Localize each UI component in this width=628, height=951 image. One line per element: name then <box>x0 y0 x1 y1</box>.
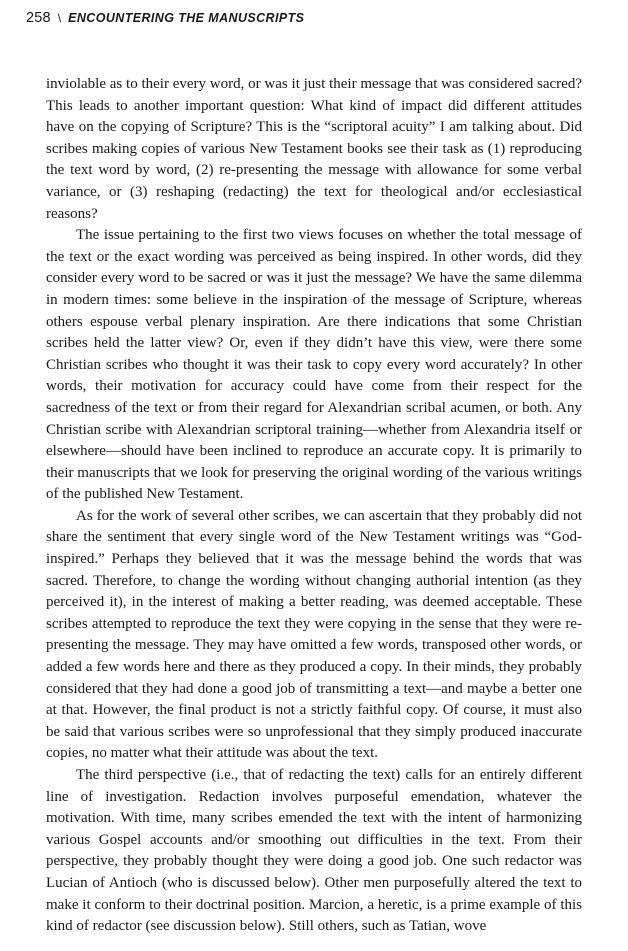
paragraph-4: The third perspective (i.e., that of redacting the text) calls for an entirely different line of investigation. Redaction involves purposeful emendation, whatever the motivation. With time, many scribes emended the text with the intent of harmonizing various Gospel accounts and/or smoothing out difficulties in the text. From their perspective, they probably thought they were doing a good job. One such redactor was Lucian of Antioch (who is discussed below). Other men purposefully altered the text to make it conform to their doctrinal position. Marcion, a heretic, is a prime example of this kind of redactor (see discussion below). Still others, such as Tatian, wove <box>46 767 582 935</box>
running-title: ENCOUNTERING THE MANUSCRIPTS <box>68 11 305 25</box>
header-separator: \ <box>57 11 62 25</box>
body-text <box>46 74 582 938</box>
running-header <box>26 10 304 26</box>
page-number: 258 <box>26 10 51 26</box>
paragraph-1: inviolable as to their every word, or was it just their message that was considered sacred? This leads to another important question: What kind of impact did different attitudes have on the copying of Scripture? This is the “scriptoral acuity” I am talking about. Did scribes making copies of various New Testament books see their task as (1) reproducing the text word by word, (2) re-presenting the message with allowance for some verbal variance, or (3) reshaping (redacting) the text for theological and/or ecclesiastical reasons? <box>46 76 582 222</box>
paragraph-2: The issue pertaining to the first two views focuses on whether the total message of the text or the exact wording was perceived as being inspired. In other words, did they consider every word to be sacred or was it just the message? We have the same dilemma in modern times: some believe in the inspiration of the message of Scripture, whereas others espouse verbal plenary inspiration. Are there indications that some Christian scribes held the latter view? Or, even if they didn’t have this view, were there some Christian scribes who thought it was their task to copy every word accurately? In other words, their motivation for accuracy could have come from their respect for the sacredness of the text or from their regard for Alexandrian scribal acumen, or both. Any Christian scribe with Alexandrian scriptoral training—whether from Alexandria itself or elsewhere—should have been inclined to reproduce an accurate copy. It is primarily to their manuscripts that we look for preserving the original wording of the various writings of the published New Testament. <box>46 227 582 503</box>
paragraph-3: As for the work of several other scribes, we can ascertain that they probably did not share the sentiment that every single word of the New Testament writings was “God-inspired.” Perhaps they believed that it was the message behind the words that was sacred. Therefore, to change the wording without changing authorial intention (as they perceived it), in the interest of making a better reading, was deemed acceptable. These scribes attempted to reproduce the text they were copying in the sense that they were re-presenting the message. They may have omitted a few words, transposed other words, or added a few words here and there as they produced a copy. In their minds, they probably considered that they had done a good job of transmitting a text—and maybe a better one at that. However, the final product is not a strictly faithful copy. Of course, it must also be said that various scribes were so unprofessional that they simply produced inaccurate copies, no matter what their attitude was about the text. <box>46 507 582 762</box>
